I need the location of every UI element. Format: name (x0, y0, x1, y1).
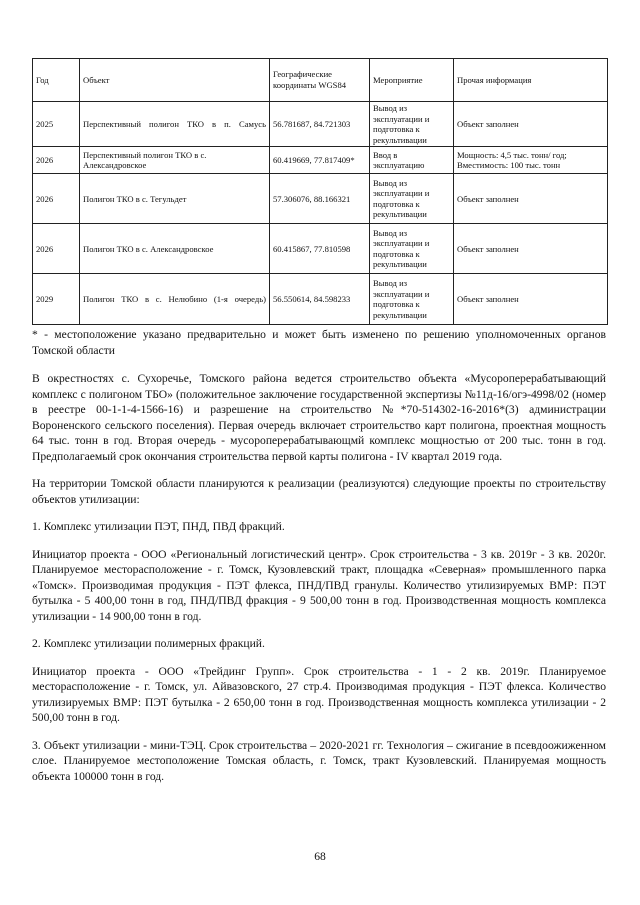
cell-coords: 56.781687, 84.721303 (270, 102, 370, 147)
cell-object: Полигон ТКО в с. Тегульдет (80, 174, 270, 224)
cell-coords: 60.415867, 77.810598 (270, 224, 370, 274)
paragraph-project-2: Инициатор проекта - ООО «Трейдинг Групп». Срок строительства - 1 - 2 кв. 2019г. Планируемое месторасположение - г. Томск, ул. Айвазовского, 27 стр.4. Производимая продукция - ПЭТ флекса. Количество утилизируемых ВМР: ПЭТ бутылка - 2 650,00 тонн в год. Производственная мощность комплекса утилизации - 2 500,00 тонн в год. (32, 664, 606, 725)
cell-coords: 60.419669, 77.817409* (270, 147, 370, 174)
table-row (33, 274, 608, 325)
table-header-row (33, 59, 608, 102)
heading-project-2: 2. Комплекс утилизации полимерных фракций. (32, 637, 265, 651)
table-row (33, 224, 608, 274)
cell-info: Объект заполнен (454, 224, 608, 274)
table-row (33, 174, 608, 224)
cell-info: Объект заполнен (454, 174, 608, 224)
table-row (33, 102, 608, 147)
cell-action: Вывод из эксплуатации и подготовка к рекультивации (370, 174, 454, 224)
cell-coords: 57.306076, 88.166321 (270, 174, 370, 224)
cell-info: Мощность: 4,5 тыс. тонн/ год; Вместимость: 100 тыс. тонн (454, 147, 608, 174)
cell-year: 2025 (33, 102, 80, 147)
cell-object: Перспективный полигон ТКО в п. Самусь (80, 102, 270, 147)
cell-info: Объект заполнен (454, 274, 608, 325)
cell-coords: 56.550614, 84.598233 (270, 274, 370, 325)
cell-action: Вывод из эксплуатации и подготовка к рекультивации (370, 274, 454, 325)
document-page (32, 58, 606, 784)
header-coords: Географические координаты WGS84 (270, 59, 370, 102)
cell-action: Вывод из эксплуатации и подготовка к рекультивации (370, 224, 454, 274)
cell-action: Вывод из эксплуатации и подготовка к рекультивации (370, 102, 454, 147)
landfill-table (32, 58, 608, 325)
cell-object: Перспективный полигон ТКО в с. Александровское (80, 147, 270, 174)
header-year: Год (33, 59, 80, 102)
paragraph-sukhorechye: В окрестностях с. Сухоречье, Томского района ведется строительство объекта «Мусороперерабатывающий комплекс с полигоном ТБО» (положительное заключение государственной экспертизы №11д-16/огэ-4998/02 (номер в реестре 00-1-1-4-1566-16) и разрешение на строительство №*70-514302-16-2016*(3) администрации Вороненского сельского поселения). Первая очередь включает строительство карт полигона, проектная мощность 64 тыс. тонн в год. Вторая очередь - мусороперерабатывающмй комплекс мощностью от 200 тыс. тонн в год. Предполагаемый срок окончания строительства первой карты полигона - IV квартал 2019 года. (32, 372, 606, 463)
table-footnote: * - местоположение указано предварительно и может быть изменено по решению уполномоченных органов Томской области (32, 328, 606, 358)
cell-object: Полигон ТКО в с. Нелюбино (1-я очередь) (80, 274, 270, 325)
cell-object: Полигон ТКО в с. Александровское (80, 224, 270, 274)
header-object: Объект (80, 59, 270, 102)
paragraph-project-3: 3. Объект утилизации - мини-ТЭЦ. Срок строительства – 2020-2021 гг. Технология – сжигание в псевдоожиженном слое. Планируемое местоположение Томская область, г. Томск, тракт Кузовлевский. Планируемая мощность объекта 100000 тонн в год. (32, 738, 606, 783)
table-row (33, 147, 608, 174)
header-action: Мероприятие (370, 59, 454, 102)
heading-project-1: 1. Комплекс утилизации ПЭТ, ПНД, ПВД фракций. (32, 520, 285, 534)
paragraph-projects-intro: На территории Томской области планируются к реализации (реализуются) следующие проекты по строительству объектов утилизации: (32, 477, 606, 506)
paragraph-project-1: Инициатор проекта - ООО «Региональный логистический центр». Срок строительства - 3 кв. 2019г - 3 кв. 2020г. Планируемое месторасположение - г. Томск, Кузовлевский тракт, площадка «Северная» промышленного парка «Томск». Производимая продукция - ПЭТ флекса, ПНД/ПВД гранулы. Количество утилизируемых ВМР: ПЭТ бутылка - 5 400,00 тонн в год, ПНД/ПВД фракция - 9 500,00 тонн в год. Производственная мощность комплекса утилизации - 14 900,00 тонн в год. (32, 547, 606, 623)
cell-year: 2029 (33, 274, 80, 325)
cell-year: 2026 (33, 174, 80, 224)
cell-action: Ввод в эксплуатацию (370, 147, 454, 174)
cell-year: 2026 (33, 224, 80, 274)
cell-year: 2026 (33, 147, 80, 174)
page-number: 68 (314, 850, 326, 863)
cell-info: Объект заполнен (454, 102, 608, 147)
header-info: Прочая информация (454, 59, 608, 102)
